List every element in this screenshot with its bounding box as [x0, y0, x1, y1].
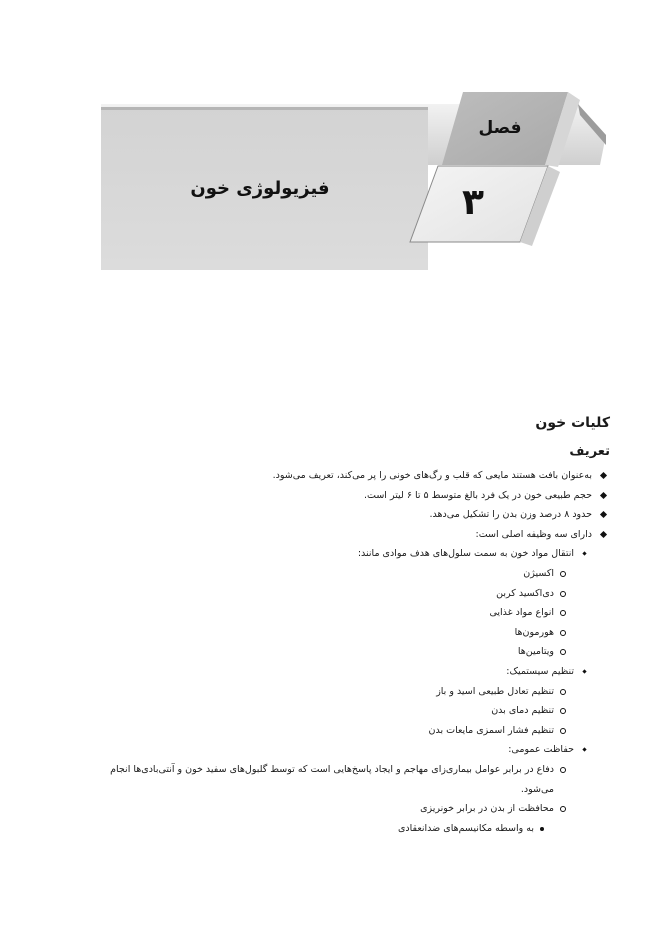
list-item: به‌عنوان بافت هستند مایعی که قلب و رگ‌های خونی را پر می‌کند، تعریف می‌شود. — [100, 466, 610, 486]
chapter-number: ۳ — [462, 182, 484, 223]
chapter-title: فیزیولوژی خون — [190, 178, 330, 199]
list-item: دی‌اکسید کربن — [100, 584, 610, 604]
transport-items — [100, 564, 610, 662]
list-item: تنظیم فشار اسمزی مایعات بدن — [100, 721, 610, 741]
list-item: تنظیم تعادل طبیعی اسید و باز — [100, 682, 610, 702]
function-protection: حفاظت عمومی: — [100, 740, 610, 760]
list-item: به واسطه مکانیسم‌های ضدانعقادی — [100, 819, 610, 839]
list-item: حجم طبیعی خون در یک فرد بالغ متوسط ۵ تا ۶ لیتر است. — [100, 486, 610, 506]
function-list-2 — [100, 662, 610, 682]
subsection-heading: تعریف — [569, 444, 610, 459]
function-list-3 — [100, 740, 610, 760]
list-item: تنظیم دمای بدن — [100, 701, 610, 721]
function-list — [100, 544, 610, 564]
list-item: دفاع در برابر عوامل بیماری‌زای مهاجم و ایجاد پاسخ‌هایی است که توسط گلبول‌های سفید خون و آنتی‌بادی‌ها انجام می‌شود. — [100, 760, 610, 799]
function-transport: انتقال مواد خون به سمت سلول‌های هدف موادی مانند: — [100, 544, 610, 564]
list-item: ویتامین‌ها — [100, 642, 610, 662]
protection-sub-items — [100, 819, 610, 839]
chapter-banner — [0, 0, 661, 300]
regulation-items — [100, 682, 610, 741]
protection-items — [100, 760, 610, 819]
bullet-list — [100, 466, 610, 544]
list-item: محافظت از بدن در برابر خونریزی — [100, 799, 610, 819]
list-item: حدود ۸ درصد وزن بدن را تشکیل می‌دهد. — [100, 505, 610, 525]
chapter-label: فصل — [478, 118, 522, 138]
section-heading: کلیات خون — [535, 415, 610, 431]
chapter-banner-graphic — [0, 0, 661, 300]
chapter-content — [100, 412, 610, 838]
list-item: اکسیژن — [100, 564, 610, 584]
list-item: دارای سه وظیفه اصلی است: — [100, 525, 610, 545]
list-item: هورمون‌ها — [100, 623, 610, 643]
list-item: انواع مواد غذایی — [100, 603, 610, 623]
function-regulation: تنظیم سیستمیک: — [100, 662, 610, 682]
